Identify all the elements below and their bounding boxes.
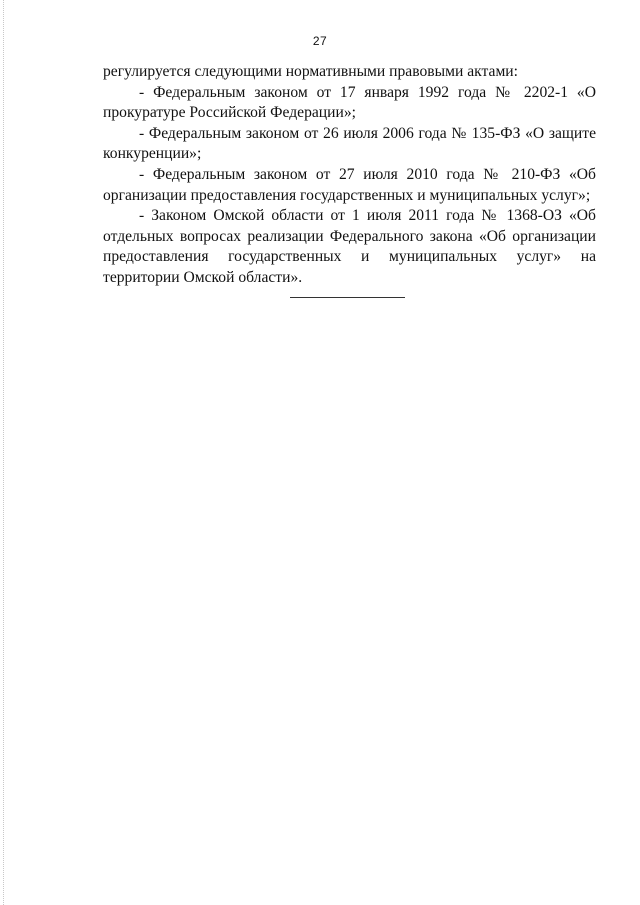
list-item-law-competition: - Федеральным законом от 26 июля 2006 года № 135-ФЗ «О защите конкуренции»; — [103, 124, 596, 163]
list-item-law-services: - Федеральным законом от 27 июля 2010 года № 210-ФЗ «Об организации предоставления государственных и муниципальных услуг»; — [103, 165, 596, 204]
list-item-law-omsk: - Законом Омской области от 1 июля 2011 года № 1368-ОЗ «Об отдельных вопросах реализации Федерального закона «Об организации предоставления государственных и муниципальных услуг» на территории Омской области». — [103, 207, 596, 286]
list-item-law-prosecutor: - Федеральным законом от 17 января 1992 года № 2202-1 «О прокуратуре Российской Федерации»; — [103, 83, 596, 122]
scan-edge-artifact — [3, 0, 4, 905]
page-number: 27 — [312, 34, 328, 48]
intro-paragraph: регулируется следующими нормативными правовыми актами: — [103, 63, 518, 80]
document-body — [103, 62, 596, 289]
end-separator-line — [290, 297, 405, 298]
